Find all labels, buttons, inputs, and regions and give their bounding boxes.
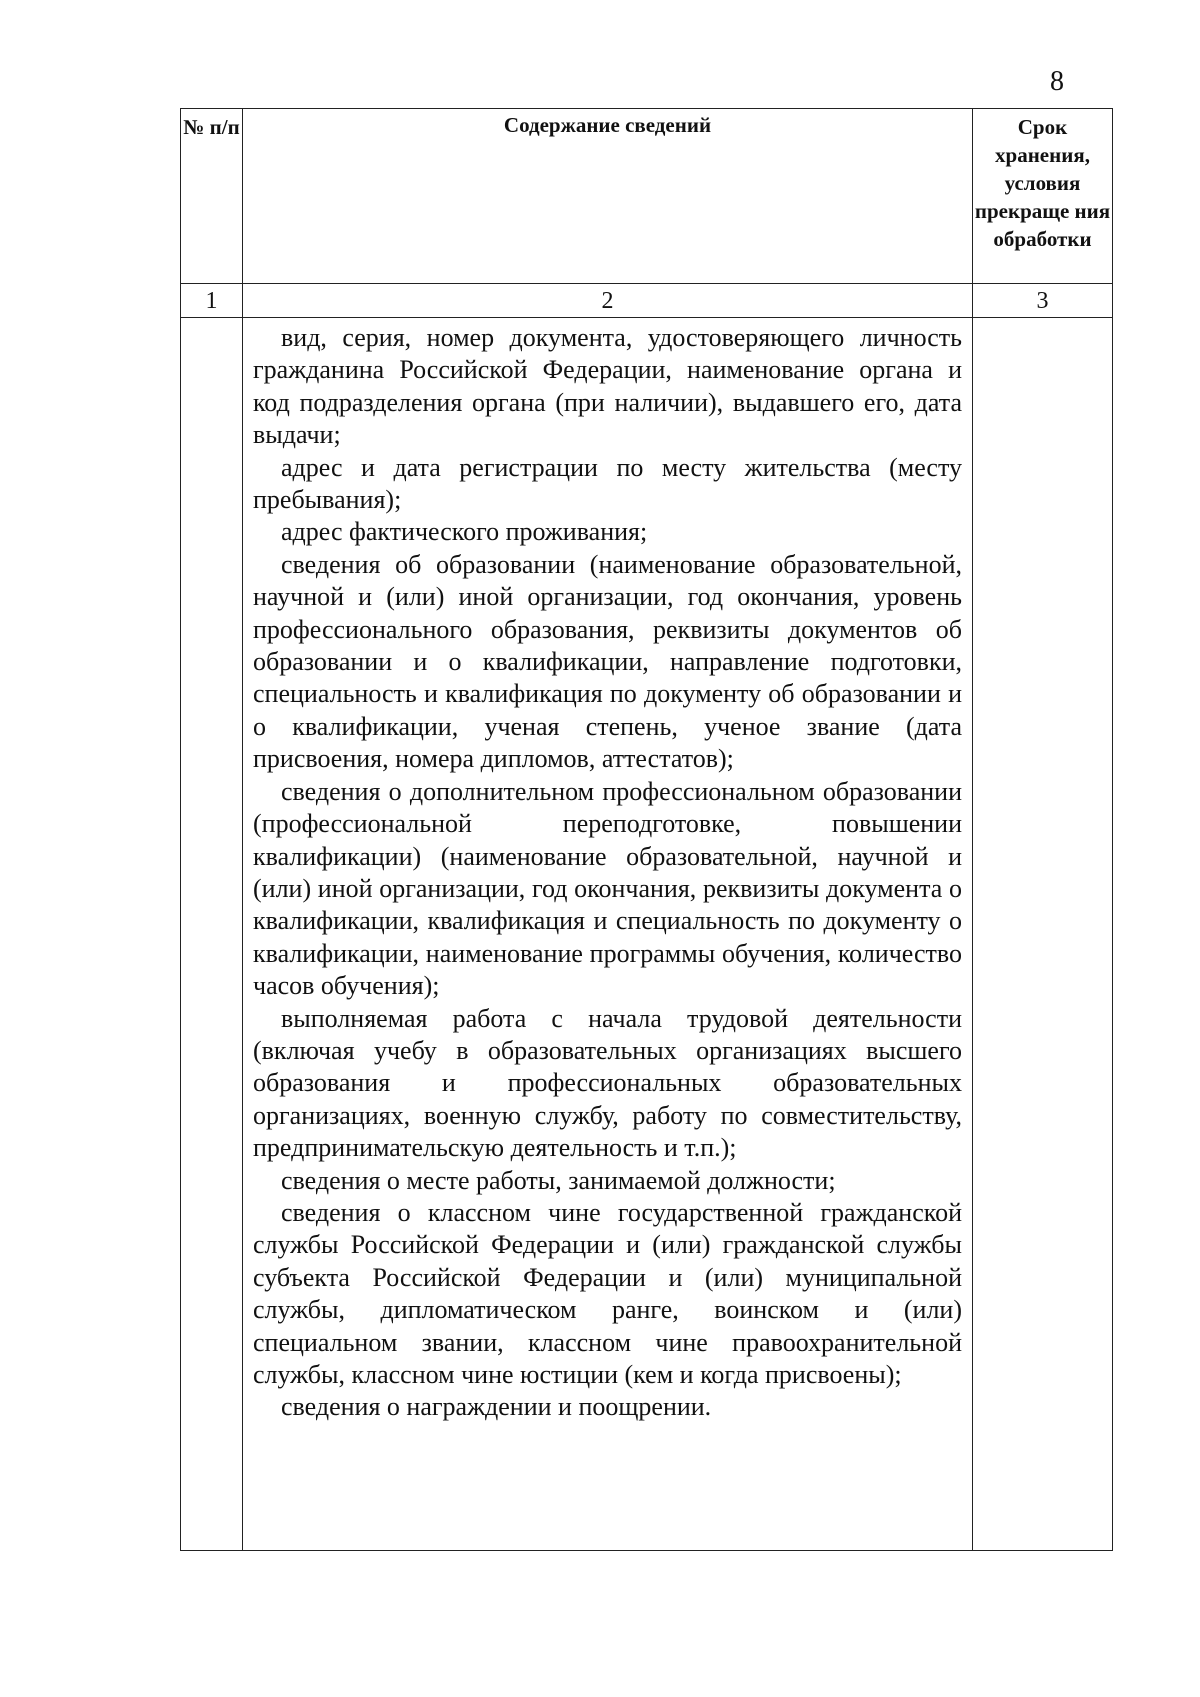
header-content: Содержание сведений bbox=[243, 109, 973, 284]
page-number: 8 bbox=[1050, 66, 1064, 97]
table-row bbox=[181, 318, 1113, 1551]
list-item: вид, серия, номер документа, удостоверяющего личность гражданина Российской Федерации, наименование органа и код подразделения органа (при наличии), выдавшего его, дата выдачи; bbox=[253, 323, 962, 450]
table-header-row bbox=[181, 109, 1113, 284]
column-number-3: 3 bbox=[973, 284, 1113, 318]
storage-term-cell bbox=[973, 318, 1113, 1551]
list-item: адрес фактического проживания; bbox=[281, 517, 648, 547]
list-item: сведения о дополнительном профессиональном образовании (профессиональной переподготовке, повышении квалификации) (наименование образовательной, научной и (или) иной организации, год окончания, реквизиты документа о квалификации, квалификация и специальность по документу о квалификации, наименование программы обучения, количество часов обучения); bbox=[253, 776, 962, 1001]
list-item: сведения о награждении и поощрении. bbox=[281, 1392, 712, 1422]
list-item: адрес и дата регистрации по месту жительства (месту пребывания); bbox=[253, 452, 962, 515]
header-number: № п/п bbox=[181, 109, 243, 284]
column-number-2: 2 bbox=[243, 284, 973, 318]
column-number-1: 1 bbox=[181, 284, 243, 318]
column-numbers-row bbox=[181, 284, 1113, 318]
row-number-cell bbox=[181, 318, 243, 1551]
list-item: сведения о месте работы, занимаемой должности; bbox=[281, 1165, 836, 1195]
list-item: выполняемая работа с начала трудовой деятельности (включая учебу в образовательных организациях высшего образования и профессиональных образовательных организациях, военную службу, работу по совместительству, предпринимательскую деятельность и т.п.); bbox=[253, 1003, 962, 1163]
header-storage-term: Срок хранения, условия прекраще ния обработки bbox=[973, 109, 1113, 284]
data-table bbox=[180, 108, 1113, 1551]
list-item: сведения об образовании (наименование образовательной, научной и (или) иной организации, год окончания, уровень профессионального образования, реквизиты документов об образовании и о квалификации, направление подготовки, специальность и квалификация по документу об образовании и о квалификации, ученая степень, ученое звание (дата присвоения, номера дипломов, аттестатов); bbox=[253, 549, 962, 774]
list-item: сведения о классном чине государственной гражданской службы Российской Федерации и (или) гражданской службы субъекта Российской Федерации и (или) муниципальной службы, дипломатическом ранге, воинском и (или) специальном звании, классном чине правоохранительной службы, классном чине юстиции (кем и когда присвоены); bbox=[253, 1197, 962, 1389]
content-cell bbox=[243, 318, 973, 1551]
